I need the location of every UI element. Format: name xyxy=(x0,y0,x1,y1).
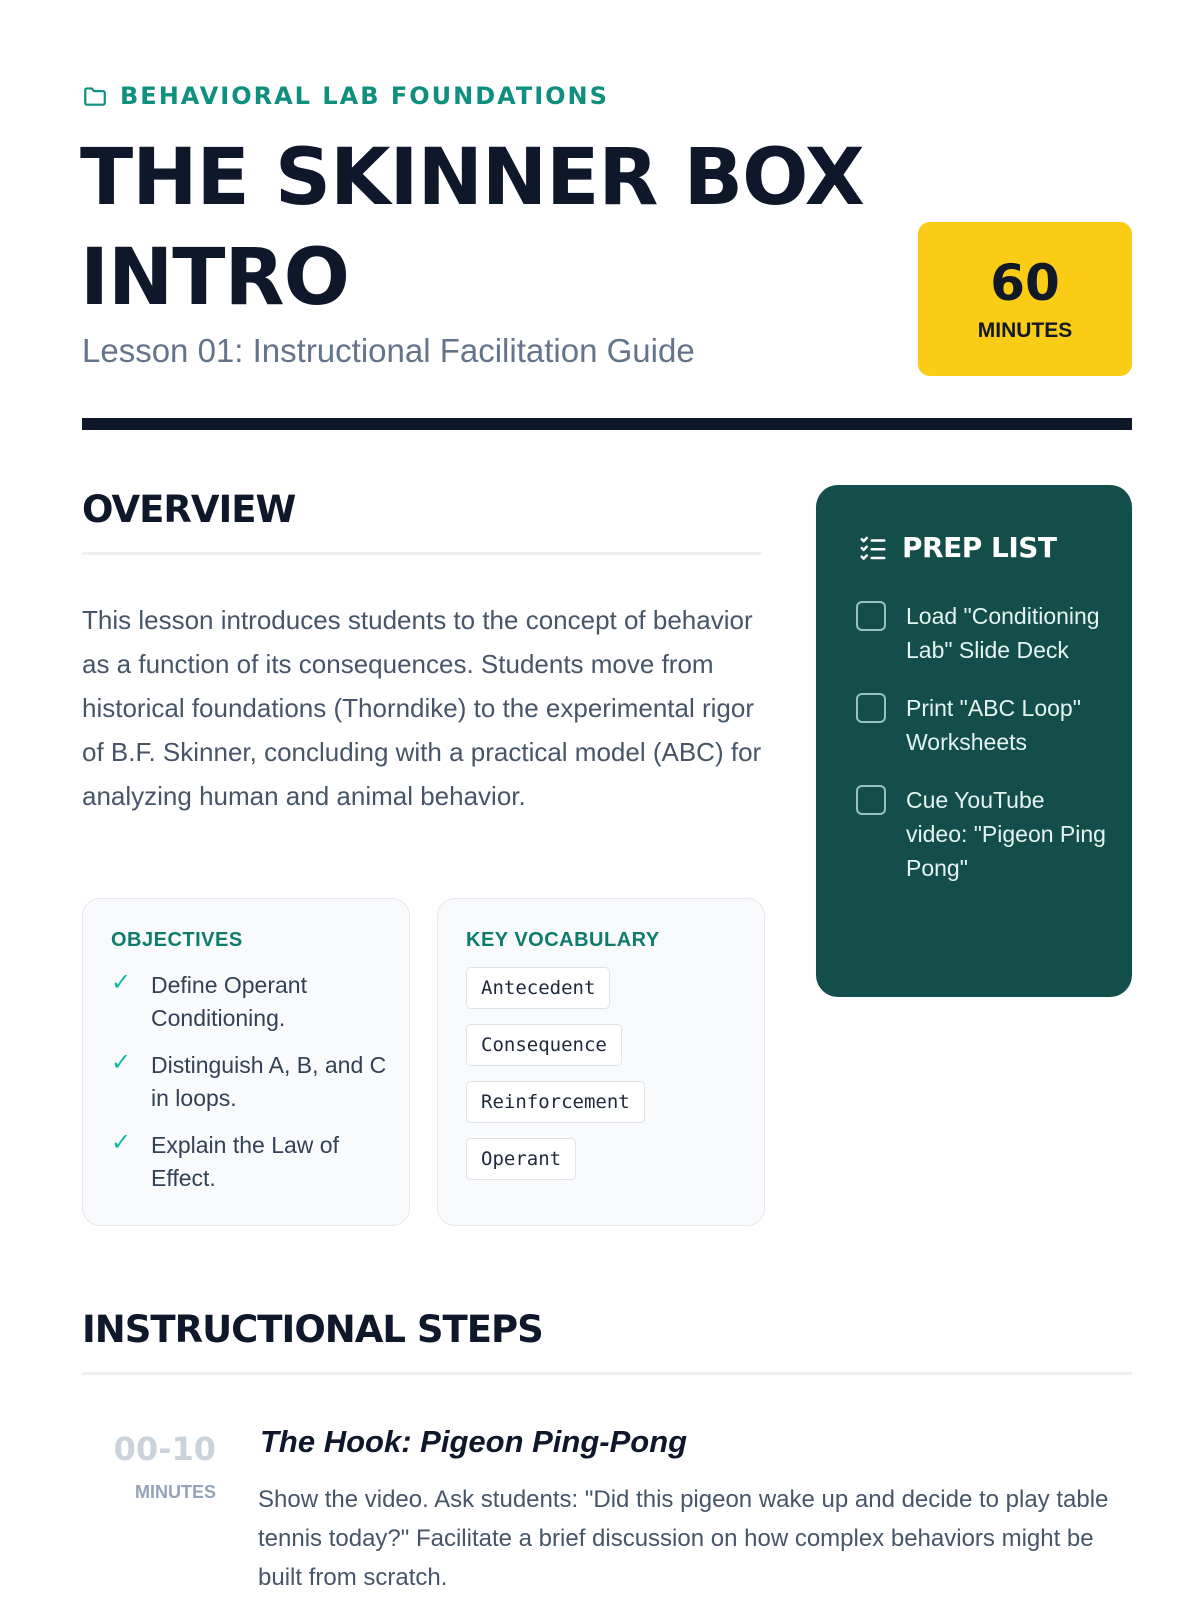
steps-heading: INSTRUCTIONAL STEPS xyxy=(82,1308,543,1351)
prep-item-text: Print "ABC Loop" Worksheets xyxy=(906,695,1081,755)
objectives-heading: OBJECTIVES xyxy=(111,929,243,951)
vocab-term: Reinforcement xyxy=(466,1081,645,1123)
prep-item-text: Load "Conditioning Lab" Slide Deck xyxy=(906,603,1100,663)
step-time-unit: MINUTES xyxy=(135,1482,216,1502)
duration-badge xyxy=(918,222,1132,376)
prep-item[interactable] xyxy=(856,783,1106,885)
overview-text: This lesson introduces students to the concept of behavior as a function of its consequences. Students move from historical foundations (Thorndike) to the experimental rigor of B.F. Skinner, concluding with a practical model (ABC) for analyzing human and animal behavior. xyxy=(82,605,762,811)
objective-item xyxy=(111,969,391,1035)
prep-list-items xyxy=(856,599,1106,909)
objectives-list xyxy=(111,969,391,1209)
course-label xyxy=(82,82,609,110)
vocab-term: Operant xyxy=(466,1138,576,1180)
check-icon: ✓ xyxy=(111,1049,132,1076)
step-title: The Hook: Pigeon Ping-Pong xyxy=(260,1424,688,1459)
vocabulary-card xyxy=(437,898,765,1226)
prep-list-header xyxy=(858,531,1057,564)
steps-divider xyxy=(82,1372,1132,1375)
prep-list-heading: PREP LIST xyxy=(902,531,1057,564)
folder-icon xyxy=(82,83,108,109)
step-text: Show the video. Ask students: "Did this pigeon wake up and decide to play table tennis today?" Facilitate a brief discussion on how complex behaviors might be built from scratch. xyxy=(258,1486,1109,1591)
objectives-card xyxy=(82,898,410,1226)
checklist-icon xyxy=(858,533,888,563)
vocabulary-list xyxy=(466,967,645,1180)
prep-item[interactable] xyxy=(856,691,1106,759)
page-title: THE SKINNER BOX INTRO xyxy=(80,133,864,323)
course-label-text: BEHAVIORAL LAB FOUNDATIONS xyxy=(120,82,609,110)
duration-value: 60 xyxy=(990,254,1060,312)
page-subtitle: Lesson 01: Instructional Facilitation Guide xyxy=(82,332,695,369)
objective-item xyxy=(111,1049,391,1115)
overview-divider xyxy=(82,552,762,555)
overview-heading: OVERVIEW xyxy=(82,488,296,531)
prep-checkbox[interactable] xyxy=(856,601,886,631)
prep-item-text: Cue YouTube video: "Pigeon Ping Pong" xyxy=(906,787,1106,881)
header-divider xyxy=(82,418,1132,430)
vocab-term: Antecedent xyxy=(466,967,610,1009)
objective-text: Define Operant Conditioning. xyxy=(151,972,307,1031)
vocabulary-heading: KEY VOCABULARY xyxy=(466,929,660,951)
objective-text: Distinguish A, B, and C in loops. xyxy=(151,1052,387,1111)
vocab-term: Consequence xyxy=(466,1024,622,1066)
prep-list-panel xyxy=(816,485,1132,997)
duration-unit: MINUTES xyxy=(977,319,1073,342)
prep-item[interactable] xyxy=(856,599,1106,667)
objective-text: Explain the Law of Effect. xyxy=(151,1132,339,1191)
step-time: 00-10 xyxy=(113,1430,216,1468)
prep-checkbox[interactable] xyxy=(856,785,886,815)
check-icon: ✓ xyxy=(111,1129,132,1156)
check-icon: ✓ xyxy=(111,969,132,996)
prep-checkbox[interactable] xyxy=(856,693,886,723)
objective-item xyxy=(111,1129,391,1195)
